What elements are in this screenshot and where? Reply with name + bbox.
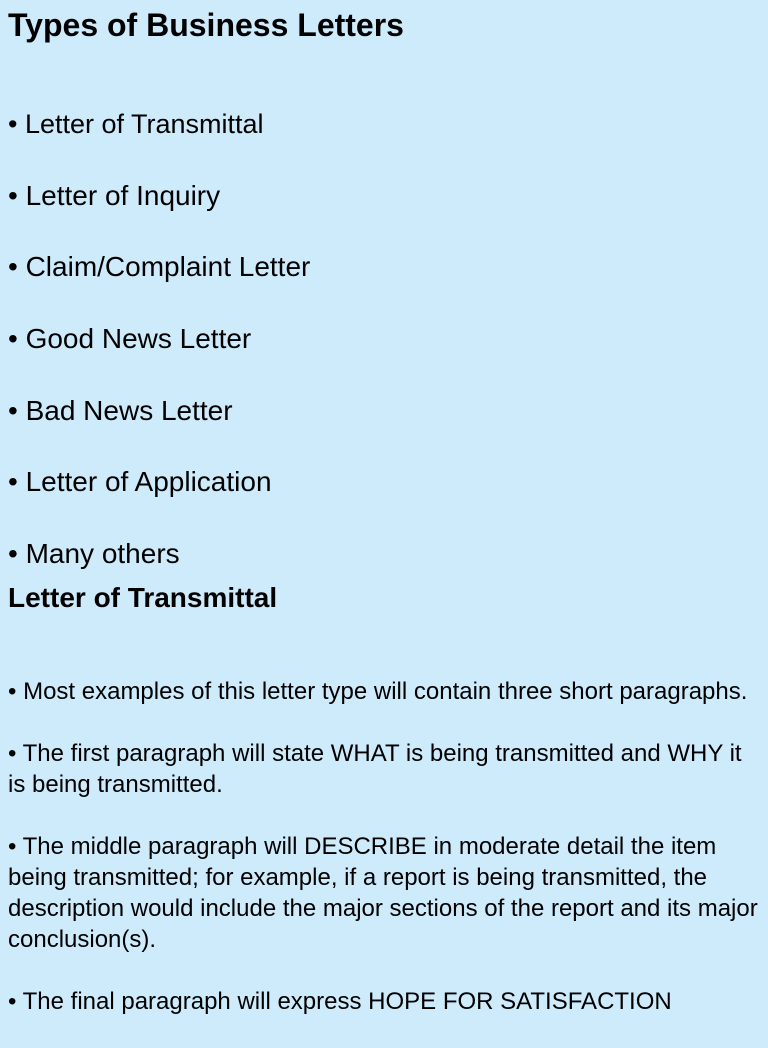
slide-title: Letter of Transmittal xyxy=(8,582,278,613)
slide-letter-of-transmittal xyxy=(8,578,760,1015)
list-item: • Letter of Application xyxy=(8,466,272,498)
slide-title: Types of Business Letters xyxy=(8,7,404,43)
slide-types-of-business-letters xyxy=(8,0,760,570)
list-item: • The first paragraph will state WHAT is being transmitted and WHY it is being transmitted. xyxy=(8,740,742,798)
list-item: • Bad News Letter xyxy=(8,394,233,426)
list-item: • Good News Letter xyxy=(8,323,252,355)
list-item: • Letter of Transmittal xyxy=(8,109,264,139)
list-item: • The final paragraph will express HOPE FOR SATISFACTION xyxy=(8,988,672,1015)
transmittal-points-list xyxy=(8,676,760,1048)
list-item: • Many others xyxy=(8,538,180,570)
letter-types-list xyxy=(8,104,310,606)
list-item: • Most examples of this letter type will contain three short paragraphs. xyxy=(8,678,748,705)
list-item: • Claim/Complaint Letter xyxy=(8,251,311,283)
list-item: • The middle paragraph will DESCRIBE in moderate detail the item being transmitted; for example, if a report is being transmitted, the description would include the major sections of the report and its major conclusion(s). xyxy=(8,833,758,953)
list-item: • Letter of Inquiry xyxy=(8,179,221,211)
